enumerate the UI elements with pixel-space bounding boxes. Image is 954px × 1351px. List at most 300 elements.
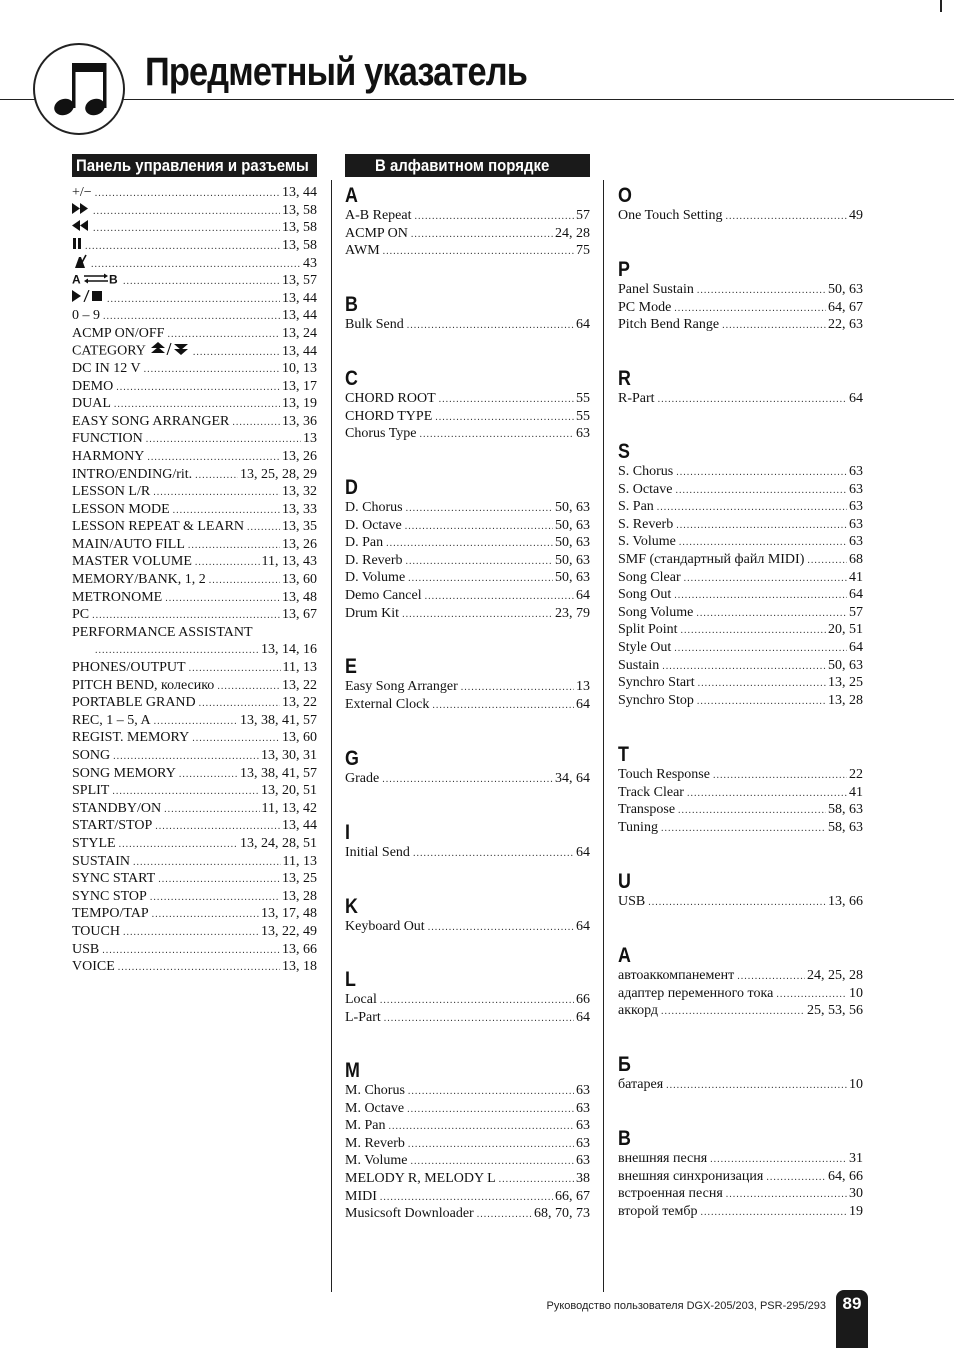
entry-term-text: Split Point — [618, 622, 678, 638]
alpha-section-heading: В алфавитном порядке — [345, 154, 590, 177]
dot-leader — [247, 519, 280, 537]
entry-term-text: SYNC STOP — [72, 888, 147, 904]
entry-term — [72, 677, 217, 695]
index-entry — [72, 360, 317, 378]
index-entry — [345, 225, 590, 243]
entry-pages: 13, 24, 28, 51 — [240, 835, 317, 851]
dot-leader — [95, 185, 280, 203]
index-entry — [72, 430, 317, 448]
entry-term — [345, 1188, 380, 1206]
entry-term — [72, 237, 85, 255]
index-entry — [345, 534, 590, 552]
entry-pages: 63 — [576, 1153, 590, 1169]
entry-term-text: USB — [618, 894, 646, 909]
entry-pages: 13, 57 — [282, 273, 317, 289]
entry-term — [72, 395, 114, 413]
dot-leader — [696, 605, 847, 623]
entry-pages: 63 — [576, 1083, 590, 1098]
index-entry — [345, 678, 590, 696]
index-entry — [618, 207, 863, 225]
dot-leader — [698, 675, 826, 693]
dot-leader — [674, 640, 847, 658]
entry-pages: 13, 66 — [828, 894, 863, 909]
entry-term — [345, 569, 408, 587]
index-entry — [618, 621, 863, 639]
entry-pages: 13, 17 — [282, 378, 317, 394]
entry-term — [618, 621, 681, 639]
index-entry — [345, 207, 590, 225]
entry-term — [72, 782, 112, 800]
entry-pages: 13, 20, 51 — [261, 783, 317, 799]
dot-leader — [658, 391, 847, 409]
entry-term — [618, 766, 713, 784]
dot-leader — [425, 588, 574, 606]
metronome-icon — [72, 257, 88, 272]
dot-leader — [93, 220, 280, 238]
entry-pages: 13, 22 — [282, 677, 317, 693]
entry-term — [618, 281, 697, 299]
dot-leader — [722, 317, 826, 335]
category-up-down-icon — [150, 344, 190, 359]
entry-pages: 19 — [849, 1203, 863, 1219]
index-entry — [618, 657, 863, 675]
entry-pages: 31 — [849, 1151, 863, 1166]
entry-pages: 13, 22 — [282, 695, 317, 711]
entry-term-text: M. Reverb — [345, 1135, 405, 1151]
entry-term-text: Demo Cancel — [345, 587, 422, 603]
entry-term — [345, 408, 435, 426]
entry-term-text: HARMONY — [72, 448, 145, 464]
index-entry — [618, 819, 863, 837]
index-entry — [72, 589, 317, 607]
index-entry — [618, 1185, 863, 1203]
dot-leader — [407, 1101, 574, 1119]
entry-term — [345, 918, 428, 936]
index-entry — [345, 1009, 590, 1027]
letter-heading: U — [618, 870, 631, 893]
dot-leader — [701, 1204, 847, 1222]
dot-leader — [388, 1118, 574, 1136]
entry-term — [345, 1205, 477, 1223]
entry-term — [618, 639, 674, 657]
entry-term — [345, 770, 382, 788]
dot-leader — [697, 693, 826, 711]
entry-term — [345, 696, 432, 714]
entry-pages: 63 — [849, 516, 863, 532]
page-number-tab — [836, 1290, 868, 1348]
index-entry — [345, 605, 590, 623]
dot-leader — [411, 226, 553, 244]
dot-leader — [439, 391, 574, 409]
index-entry — [618, 985, 863, 1003]
letter-heading: T — [618, 743, 629, 766]
header-rule — [0, 99, 954, 100]
entry-term — [72, 606, 92, 624]
entry-pages: 13, 58 — [282, 220, 317, 236]
dot-leader — [199, 695, 280, 713]
index-entry — [618, 516, 863, 534]
entry-pages: 63 — [576, 1118, 590, 1134]
dot-leader — [164, 801, 259, 819]
entry-pages: 13, 66 — [282, 941, 317, 957]
entry-term-text: MELODY R, MELODY L — [345, 1170, 496, 1186]
entry-term — [72, 747, 113, 765]
entry-term — [72, 202, 93, 220]
entry-pages: 13, 22, 49 — [261, 923, 317, 939]
dot-leader — [112, 783, 259, 801]
entry-term — [618, 1150, 710, 1168]
dot-leader — [155, 818, 280, 836]
music-note-icon — [33, 43, 125, 135]
letter-group — [345, 969, 590, 1026]
dot-leader — [380, 992, 574, 1010]
index-entry — [618, 463, 863, 481]
entry-pages: 13, 38, 41, 57 — [240, 765, 317, 781]
index-entry — [345, 770, 590, 788]
entry-pages: 68 — [849, 551, 863, 567]
entry-term — [345, 1152, 411, 1170]
entry-term-text: CHORD ROOT — [345, 391, 436, 406]
entry-term — [618, 586, 674, 604]
entry-term-text: Sustain — [618, 657, 660, 673]
index-entry — [72, 518, 317, 536]
entry-pages: 11, 13 — [282, 660, 317, 676]
entry-pages: 41 — [849, 569, 863, 585]
index-entry — [345, 1100, 590, 1118]
entry-pages: 25, 53, 56 — [807, 1003, 863, 1019]
entry-term — [72, 853, 133, 871]
entry-pages: 41 — [849, 784, 863, 800]
entry-pages: 64 — [576, 587, 590, 603]
entry-term-text: внешняя синхронизация — [618, 1168, 764, 1184]
dot-leader — [710, 1151, 847, 1169]
entry-term — [345, 844, 413, 862]
corner-mark — [940, 0, 942, 12]
index-entry — [72, 923, 317, 941]
dot-leader — [85, 238, 280, 256]
entry-pages: 64 — [576, 919, 590, 934]
index-entry — [72, 290, 317, 308]
entry-term-text: M. Pan — [345, 1118, 386, 1134]
index-entry — [72, 307, 317, 325]
dot-leader — [674, 300, 826, 318]
entry-pages: 13, 44 — [282, 818, 317, 834]
dot-leader — [435, 409, 574, 427]
dot-leader — [147, 449, 280, 467]
entry-term — [618, 985, 776, 1003]
entry-term-text: внешняя песня — [618, 1151, 708, 1166]
entry-pages: 64, 66 — [828, 1168, 863, 1184]
dot-leader — [382, 771, 553, 789]
entry-term-text: PITCH BEND, колесико — [72, 677, 215, 693]
entry-pages: 58, 63 — [828, 819, 863, 835]
entry-term-text: Tuning — [618, 819, 658, 835]
entry-term — [72, 589, 165, 607]
entry-term — [345, 534, 386, 552]
entry-pages: 11, 13, 43 — [261, 554, 317, 570]
letter-heading: K — [345, 895, 358, 918]
entry-term-text: External Clock — [345, 696, 430, 712]
entry-term-text: ACMP ON/OFF — [72, 325, 165, 341]
entry-pages: 13, 38, 41, 57 — [240, 712, 317, 728]
index-entry — [72, 712, 317, 730]
index-entry — [345, 844, 590, 862]
entry-pages: 55 — [576, 391, 590, 406]
entry-term — [72, 888, 150, 906]
entry-term-text: S. Octave — [618, 481, 673, 497]
index-entry — [345, 1188, 590, 1206]
entry-term-text: M. Volume — [345, 1153, 408, 1169]
dot-leader — [165, 590, 280, 608]
entry-pages: 13, 58 — [282, 202, 317, 218]
entry-pages: 13, 58 — [282, 237, 317, 253]
entry-term-text: S. Reverb — [618, 516, 674, 532]
entry-pages: 13, 25, 28, 29 — [240, 466, 317, 482]
entry-pages: 13, 48 — [282, 589, 317, 605]
letter-group — [618, 744, 863, 836]
index-entry — [345, 552, 590, 570]
entry-term-text: STYLE — [72, 835, 116, 851]
dot-leader — [674, 587, 847, 605]
index-entry — [345, 408, 590, 426]
dot-leader — [189, 660, 281, 678]
panel-index-list — [72, 184, 317, 976]
letter-group — [618, 259, 863, 334]
letter-heading: B — [345, 293, 358, 316]
entry-pages: 13, 60 — [282, 572, 317, 588]
dot-leader — [408, 1136, 574, 1154]
letter-group — [345, 1060, 590, 1223]
index-entry — [72, 254, 317, 272]
index-entry — [72, 941, 317, 959]
entry-pages: 50, 63 — [828, 657, 863, 673]
entry-term-text: Track Clear — [618, 784, 684, 800]
dot-leader — [188, 537, 280, 555]
dot-leader — [662, 658, 826, 676]
entry-term-text: Drum Kit — [345, 605, 400, 621]
entry-pages: 64 — [849, 639, 863, 655]
letter-group — [345, 896, 590, 936]
entry-term-text: FUNCTION — [72, 431, 143, 447]
entry-pages: 13, 44 — [282, 290, 317, 306]
dot-leader — [217, 678, 280, 696]
index-entry — [618, 766, 863, 784]
dot-leader — [118, 959, 280, 977]
entry-pages: 50, 63 — [828, 282, 863, 297]
index-entry — [72, 624, 317, 642]
index-entry — [72, 536, 317, 554]
entry-pages: 22 — [849, 767, 863, 782]
dot-leader — [380, 1189, 553, 1207]
entry-term — [618, 1002, 661, 1020]
entry-pages: 20, 51 — [828, 622, 863, 638]
dot-leader — [681, 622, 826, 640]
index-entry — [618, 586, 863, 604]
entry-term-text: EASY SONG ARRANGER — [72, 413, 230, 429]
entry-term — [618, 316, 722, 334]
entry-term — [618, 674, 698, 692]
dot-leader — [428, 919, 574, 937]
letter-group — [345, 822, 590, 862]
dot-leader — [193, 344, 280, 362]
entry-term — [618, 819, 661, 837]
index-entry — [345, 390, 590, 408]
entry-pages: 13, 44 — [282, 185, 317, 200]
entry-pages: 66, 67 — [555, 1188, 590, 1204]
index-entry — [345, 991, 590, 1009]
index-entry — [72, 765, 317, 783]
entry-term — [72, 483, 153, 501]
svg-text:A: A — [72, 272, 81, 285]
letter-heading: S — [618, 440, 630, 463]
dot-leader — [676, 464, 847, 482]
entry-term-text: USB — [72, 941, 100, 957]
index-entry — [345, 316, 590, 334]
dot-leader — [411, 1153, 575, 1171]
entry-term — [72, 571, 209, 589]
index-entry — [618, 1203, 863, 1221]
dot-leader — [195, 467, 238, 485]
index-entry — [618, 639, 863, 657]
index-entry — [618, 281, 863, 299]
entry-term — [72, 307, 103, 325]
entry-term-text: батарея — [618, 1077, 664, 1092]
entry-term-text: +/− — [72, 185, 92, 200]
entry-term-text: R-Part — [618, 391, 655, 406]
entry-term-text: Touch Response — [618, 767, 710, 782]
dot-leader — [408, 570, 553, 588]
entry-term — [345, 425, 419, 443]
letter-heading: E — [345, 655, 357, 678]
index-entry — [72, 378, 317, 396]
dot-leader — [209, 572, 280, 590]
index-entry — [72, 272, 317, 290]
index-entry — [72, 835, 317, 853]
index-entry — [72, 606, 317, 624]
dot-leader — [195, 554, 260, 572]
entry-pages: 64 — [849, 391, 863, 406]
entry-term — [72, 817, 155, 835]
entry-term-text: Synchro Start — [618, 675, 695, 691]
dot-leader — [154, 713, 238, 731]
letter-heading: Б — [618, 1053, 631, 1076]
index-entry — [618, 1150, 863, 1168]
entry-pages: 13, 35 — [282, 519, 317, 535]
letter-heading: А — [618, 944, 631, 967]
letter-group — [345, 748, 590, 788]
letter-group — [345, 294, 590, 334]
entry-pages: 63 — [576, 1100, 590, 1116]
dot-leader — [432, 697, 574, 715]
manual-title: Руководство пользователя DGX-205/203, PSR-295/293 — [546, 1300, 826, 1312]
entry-term-text: PC — [72, 607, 90, 623]
entry-pages: 24, 28 — [555, 225, 590, 241]
dot-leader — [123, 924, 259, 942]
entry-term-text: M. Octave — [345, 1100, 405, 1116]
dot-leader — [232, 414, 280, 432]
index-entry — [72, 853, 317, 871]
entry-pages: 23, 79 — [555, 605, 590, 621]
dot-leader — [152, 906, 259, 924]
entry-pages: 13, 67 — [282, 607, 317, 623]
dot-leader — [102, 942, 280, 960]
entry-term — [72, 219, 93, 237]
letter-group — [345, 368, 590, 443]
entry-term-text: адаптер переменного тока — [618, 985, 774, 1001]
letter-heading: В — [618, 1127, 631, 1150]
entry-pages: 50, 63 — [555, 535, 590, 551]
a-b-repeat-icon — [72, 274, 120, 289]
entry-pages: 13, 36 — [282, 413, 317, 429]
index-entry — [618, 569, 863, 587]
entry-term — [345, 1082, 408, 1100]
entry-pages: 55 — [576, 408, 590, 424]
index-entry — [72, 888, 317, 906]
index-entry — [618, 1002, 863, 1020]
entry-pages: 13, 28 — [828, 692, 863, 708]
dot-leader — [173, 502, 280, 520]
entry-pages: 43 — [303, 256, 317, 272]
dot-leader — [123, 273, 280, 291]
entry-pages: 13, 25 — [828, 675, 863, 691]
entry-pages: 49 — [849, 208, 863, 223]
entry-pages: 11, 13 — [282, 853, 317, 869]
dot-leader — [144, 361, 280, 379]
entry-term-text: S. Chorus — [618, 464, 674, 479]
entry-term-text: SONG MEMORY — [72, 765, 176, 781]
dot-leader — [684, 570, 847, 588]
entry-pages: 50, 63 — [555, 500, 590, 515]
entry-term — [618, 1203, 701, 1221]
pause-icon — [72, 238, 82, 253]
entry-term — [72, 430, 146, 448]
dot-leader — [687, 785, 847, 803]
entry-pages: 64 — [576, 1009, 590, 1025]
entry-pages: 10 — [849, 985, 863, 1001]
entry-term — [345, 207, 414, 225]
entry-term-text: Song Clear — [618, 569, 681, 585]
entry-term — [618, 604, 696, 622]
entry-term — [72, 466, 195, 484]
letter-group — [618, 368, 863, 408]
entry-term — [345, 678, 461, 696]
entry-pages: 64 — [576, 845, 590, 860]
index-entry — [72, 747, 317, 765]
entry-term — [618, 1076, 666, 1094]
entry-term — [72, 905, 152, 923]
index-entry — [345, 517, 590, 535]
entry-term — [72, 325, 167, 343]
dot-leader — [477, 1206, 532, 1224]
index-entry — [72, 800, 317, 818]
dot-leader — [384, 1010, 574, 1028]
entry-pages: 63 — [576, 426, 590, 442]
index-entry — [72, 782, 317, 800]
entry-term — [618, 463, 676, 481]
index-entry — [345, 696, 590, 714]
entry-term — [345, 1135, 408, 1153]
page-number: 89 — [842, 1294, 862, 1313]
entry-term-text: Chorus Type — [345, 426, 417, 442]
index-entry — [72, 483, 317, 501]
panel-section-heading: Панель управления и разъемы — [72, 154, 317, 177]
entry-term — [72, 870, 158, 888]
dot-leader — [419, 426, 574, 444]
dot-leader — [153, 484, 280, 502]
entry-term-text: START/STOP — [72, 818, 153, 834]
fast-forward-icon — [72, 203, 90, 218]
dot-leader — [697, 282, 826, 300]
